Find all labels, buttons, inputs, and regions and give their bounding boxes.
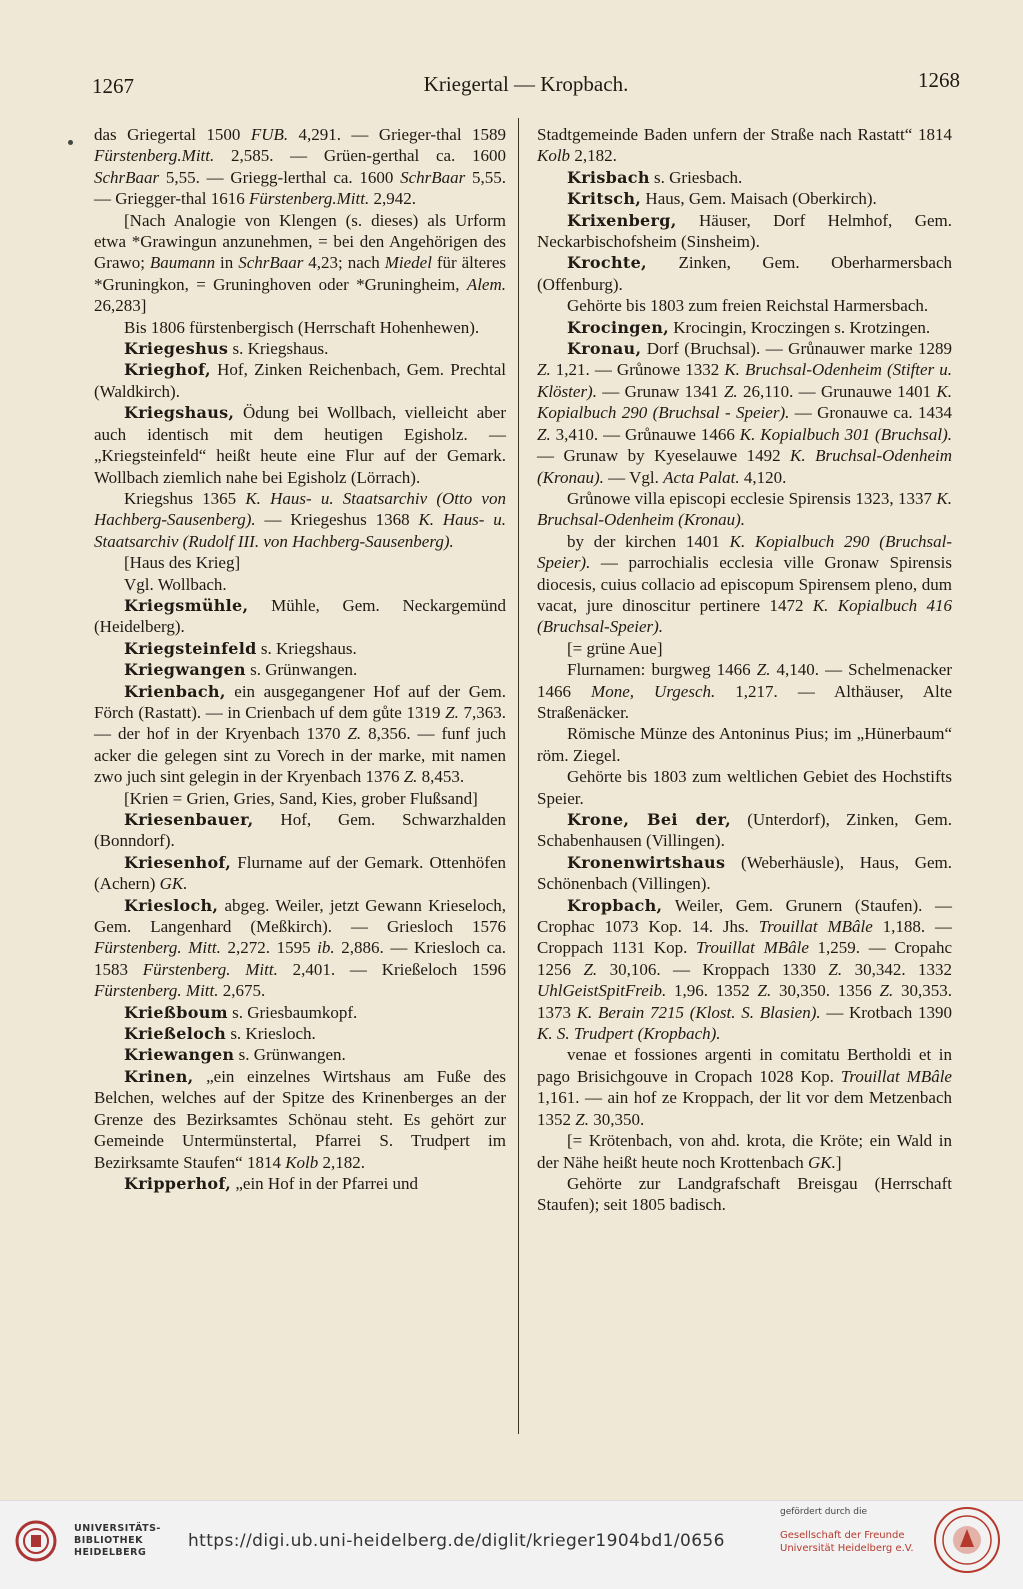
library-seal-icon <box>14 1519 58 1563</box>
left-column-entry: Vgl. Wollbach. <box>124 574 227 594</box>
left-column-entry: Krießboum s. Griesbaumkopf. <box>124 1002 358 1022</box>
left-column-entry: Krieghof, Hof, Zinken Reichenbach, Gem. Prechtal (Waldkirch). <box>94 360 506 401</box>
right-column-entry: Gehörte bis 1803 zum freien Reichstal Harmersbach. <box>567 296 929 316</box>
right-column-entry: Flurnamen: burgweg 1466 Z. 4,140. — Schelmenacker 1466 Mone, Urgesch. 1,217. — Althäuser, Alte Straßenäcker. <box>537 660 952 722</box>
right-column-entry: Krisbach s. Griesbach. <box>567 167 743 187</box>
left-column-entry: Kriegshus 1365 K. Haus- u. Staatsarchiv (Otto von Hachberg-Sausenberg). — Kriegeshus 1368 K. Haus- u. Staatsarchiv (Rudolf III. von Hachberg-Sausenberg). <box>94 488 506 551</box>
left-column-entry: [Krien = Grien, Gries, Sand, Kies, grober Flußsand] <box>124 788 478 808</box>
left-column-entry: Kriesenbauer, Hof, Gem. Schwarzhalden (Bonndorf). <box>94 810 506 851</box>
right-column-entry: Krone, Bei der, (Unterdorf), Zinken, Gem. Schabenhausen (Villingen). <box>537 810 952 851</box>
viewer-footer <box>0 1500 1023 1589</box>
right-column-entry: Krixenberg, Häuser, Dorf Helmhof, Gem. Neckarbischofsheim (Sinsheim). <box>537 210 952 252</box>
left-column-entry: das Griegertal 1500 FUB. 4,291. — Grieger-thal 1589 Fürstenberg.Mitt. 2,585. — Grüen-gerthal ca. 1600 SchrBaar 5,55. — Griegg-lerthal ca. 1600 SchrBaar 5,55. — Griegger-thal 1616 Fürstenberg.Mitt. 2,942. <box>94 125 506 209</box>
right-column-entry: [= grüne Aue] <box>567 638 663 658</box>
left-column-entry: Krienbach, ein ausgegangener Hof auf der Gem. Förch (Rastatt). — in Crienbach uf dem gůte 1319 Z. 7,363. — der hof in der Kryenbach 1370 Z. 8,356. — funf juch acker die gelegen sint zu Vorech in der marke, mit namen zwo juch sint gelegin in der Kryenbach 1376 Z. 8,453. <box>94 681 506 787</box>
society-seal-icon <box>932 1505 1002 1575</box>
right-column-entry: Kronenwirtshaus (Weberhäusle), Haus, Gem. Schönenbach (Villingen). <box>537 852 952 894</box>
right-column-entry: Krocingen, Krocingin, Kroczingen s. Krotzingen. <box>567 317 931 337</box>
running-header <box>92 68 960 108</box>
university-library-logo[interactable] <box>14 1513 164 1573</box>
right-column-entry: Grůnowe villa episcopi ecclesie Spirensis 1323, 1337 K. Bruchsal-Odenheim (Kronau). <box>537 488 952 530</box>
right-column-entry: Gehörte zur Landgrafschaft Breisgau (Herrschaft Staufen); seit 1805 badisch. <box>537 1173 952 1215</box>
sponsor-credit: gefördert durch die Gesellschaft der Freunde Universität Heidelberg e.V. <box>780 1507 914 1554</box>
left-column-entry: Kriegsmühle, Mühle, Gem. Neckargemünd (Heidelberg). <box>94 595 506 637</box>
left-column-entry: Kriegwangen s. Grünwangen. <box>124 660 358 680</box>
left-column-entry: [Haus des Krieg] <box>124 553 241 573</box>
right-column-entry: Stadtgemeinde Baden unfern der Straße nach Rastatt“ 1814 Kolb 2,182. <box>537 125 952 166</box>
library-name: UNIVERSITÄTS- BIBLIOTHEK HEIDELBERG <box>74 1523 161 1558</box>
running-title: Kriegertal — Kropbach. <box>423 72 629 96</box>
page-number-right: 1268 <box>918 68 960 92</box>
right-column-entry: Gehörte bis 1803 zum weltlichen Gebiet des Hochstifts Speier. <box>537 767 952 808</box>
right-column-entry: Kronau, Dorf (Bruchsal). — Grůnauwer marke 1289 Z. 1,21. — Grůnowe 1332 K. Bruchsal-Odenheim (Stifter u. Klöster). — Grunaw 1341 Z. 26,110. — Grunauwe 1401 K. Kopialbuch 290 (Bruchsal - Speier). — Gronauwe ca. 1434 Z. 3,410. — Grůnauwe 1466 K. Kopialbuch 301 (Bruchsal). — Grunaw by Kyeselauwe 1492 K. Bruchsal-Odenheim (Kronau). — Vgl. Acta Palat. 4,120. <box>537 339 952 487</box>
left-column-entry: Krießeloch s. Kriesloch. <box>124 1024 316 1044</box>
left-column-entry: Kriesloch, abgeg. Weiler, jetzt Gewann Krieseloch, Gem. Langenhard (Meßkirch). — Griesloch 1576 Fürstenberg. Mitt. 2,272. 1595 ib. 2,886. — Kriesloch ca. 1583 Fürstenberg. Mitt. 2,401. — Krießeloch 1596 Fürstenberg. Mitt. 2,675. <box>94 895 507 1001</box>
right-column-entry: Kritsch, Haus, Gem. Maisach (Oberkirch). <box>567 189 877 209</box>
left-column-entry: [Nach Analogie von Klengen (s. dieses) als Urform etwa *Grawingun anzunehmen, = bei den Angehörigen des Grawo; Baumann in SchrBaar 4,23; nach Miedel für älteres *Gruningkon, = Gruninghoven oder *Gruningheim, Alem. 26,283] <box>94 210 506 316</box>
left-column-entry: Krinen, „ein einzelnes Wirtshaus am Fuße des Belchen, welches auf der Spitze des Krinenberges an der Grenze des Bezirksamtes Schönau steht. Es gehört zur Gemeinde Untermünstertal, Pfarrei S. Trudpert im Bezirksamte Staufen“ 1814 Kolb 2,182. <box>94 1066 506 1172</box>
right-column-entry: Römische Münze des Antoninus Pius; im „Hünerbaum“ röm. Ziegel. <box>537 724 952 765</box>
margin-mark <box>68 140 73 145</box>
right-column-entry: venae et fossiones argenti in comitatu Bertholdi et in pago Brisichgouve in Cropach 1028 Kop. Trouillat MBâle 1,161. — ain hof ze Kroppach, der lit vor dem Metzenbach 1352 Z. 30,350. <box>537 1045 952 1129</box>
right-column-entry: Kropbach, Weiler, Gem. Grunern (Staufen). — Crophac 1073 Kop. 14. Jhs. Trouillat MBâle 1,188. — Croppach 1131 Kop. Trouillat MBâle 1,259. — Cropahc 1256 Z. 30,106. — Kroppach 1330 Z. 30,342. 1332 UhlGeistSpitFreib. 1,96. 1352 Z. 30,350. 1356 Z. 30,353. 1373 K. Berain 7215 (Klost. S. Blasien). — Krotbach 1390 K. S. Trudpert (Kropbach). <box>537 895 953 1044</box>
right-column <box>537 124 952 1216</box>
left-column <box>94 124 506 1194</box>
left-column-entry: Kriegeshus s. Kriegshaus. <box>124 339 329 359</box>
right-column-entry: by der kirchen 1401 K. Kopialbuch 290 (Bruchsal-Speier). — parrochialis ecclesia ville Gronaw Spirensis diocesis, cuius collacio ad episcopum Spirensem pleno, dum vacat, jure dinoscitur pertinere 1472 K. Kopialbuch 416 (Bruchsal-Speier). <box>537 531 953 637</box>
left-column-entry: Kriesenhof, Flurname auf der Gemark. Ottenhöfen (Achern) GK. <box>94 852 506 894</box>
permalink-url[interactable]: https://digi.ub.uni-heidelberg.de/diglit/krieger1904bd1/0656 <box>188 1531 725 1551</box>
left-column-entry: Kripperhof, „ein Hof in der Pfarrei und <box>124 1173 419 1193</box>
right-column-entry: Krochte, Zinken, Gem. Oberharmersbach (Offenburg). <box>537 253 952 294</box>
left-column-entry: Kriegshaus, Ödung bei Wollbach, vielleicht aber auch identisch mit dem heutigen Egisholz. — „Kriegsteinfeld“ heißt heute eine Flur auf der Gemark. Wollbach ziemlich nahe bei Egisholz (Lörrach). <box>94 403 506 487</box>
page-number-left: 1267 <box>92 74 134 98</box>
right-column-entry: [= Krötenbach, von ahd. krota, die Kröte; ein Wald in der Nähe heißt heute noch Krottenbach GK.] <box>537 1131 952 1172</box>
left-column-entry: Kriewangen s. Grünwangen. <box>124 1045 346 1065</box>
column-divider <box>518 118 519 1434</box>
left-column-entry: Bis 1806 fürstenbergisch (Herrschaft Hohenhewen). <box>124 317 480 337</box>
left-column-entry: Kriegsteinfeld s. Kriegshaus. <box>124 638 357 658</box>
